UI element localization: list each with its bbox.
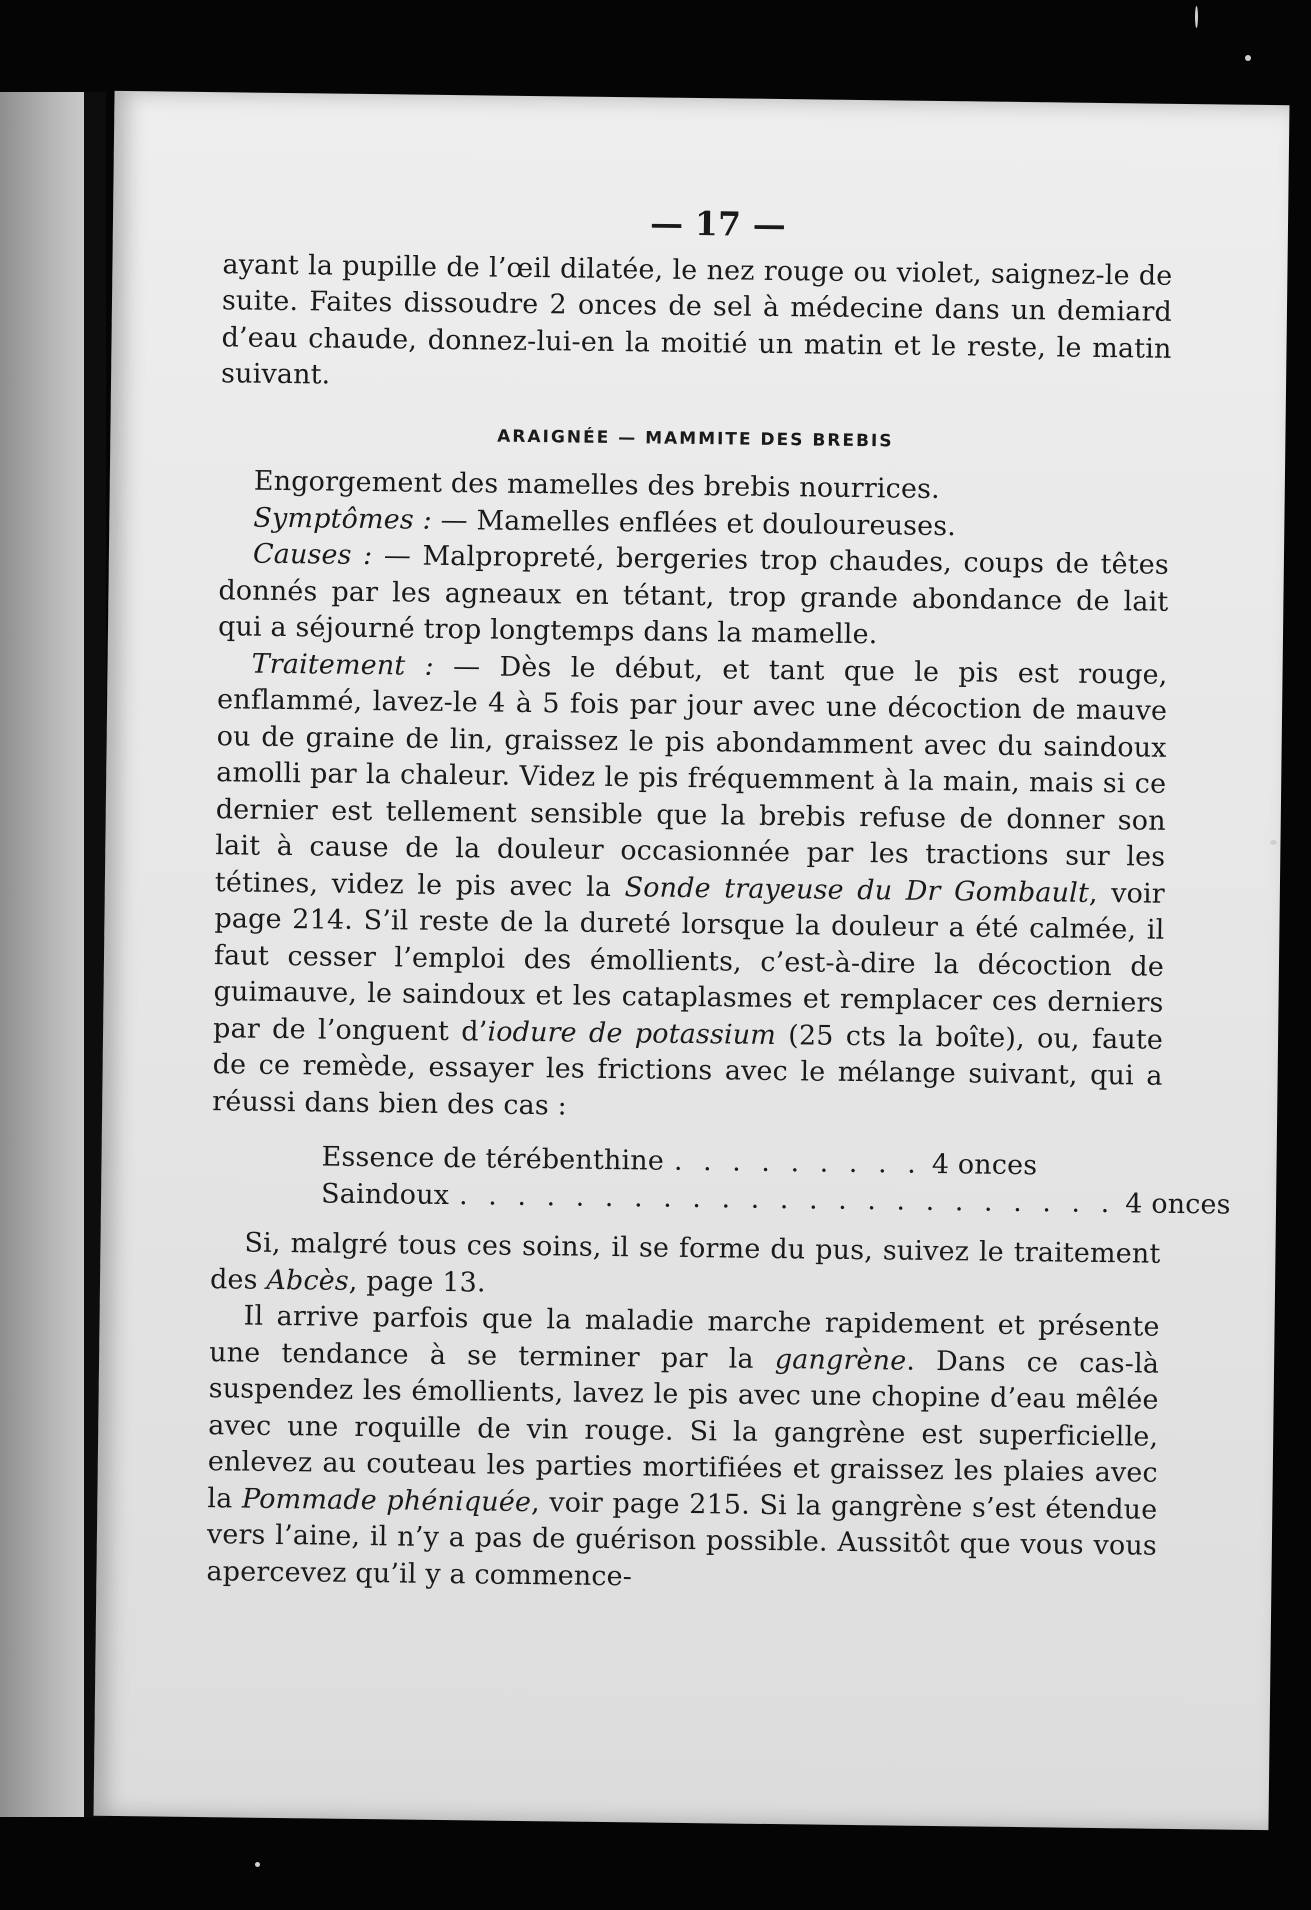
pus-text-1: Si, malgré tous ces soins, il se forme du pus, suivez le traitement des <box>209 1227 1161 1296</box>
definition-paragraph: Engorgement des mamelles des brebis nourrices. <box>253 465 940 505</box>
gangrene-text-3: , voir page 215. Si la gangrène s’est étendue vers l’aine, il n’y a pas de guérison possible. Aussitôt que vous vous apercevez qu’il y a commence- <box>206 1486 1158 1592</box>
recipe-leader-dots: . . . . . . . . . . . . . . . . . . . . . . . <box>458 1179 1116 1219</box>
recipe-quantity: 4 onces <box>931 1148 1038 1182</box>
recipe-leader-dots: . . . . . . . . . <box>673 1145 922 1180</box>
treatment-text-1: — Dès le début, et tant que le pis est rouge, enflammé, lavez-le 4 à 5 fois par jour avec une décoction de mauve ou de graine de lin, graissez le pis abondamment avec du saindoux amolli par la chaleur. Videz le pis fréquemment à la main, mais si ce dernier est tellement sensible que la brebis refuse de donner son lait à cause de la douleur occasionnée par les tractions sur les tétines, videz le pis avec la <box>214 650 1168 903</box>
film-speck <box>1195 6 1198 28</box>
section-title: ARAIGNÉE — MAMMITE DES BREBIS <box>497 426 894 451</box>
recipe-quantity: 4 onces <box>1125 1187 1231 1221</box>
abces-reference: Abcès <box>266 1264 350 1297</box>
iodure-reference: iodure de potassium <box>487 1016 777 1051</box>
treatment-label: Traitement : <box>251 648 435 682</box>
symptoms-text: — Mamelles enflées et douloureuses. <box>431 504 957 542</box>
causes-paragraph <box>218 536 1169 657</box>
film-speck <box>1245 55 1251 61</box>
recipe-ingredient: Essence de térébenthine <box>321 1141 665 1177</box>
page-text-block <box>206 200 1231 1602</box>
gangrene-term: gangrène <box>774 1343 907 1377</box>
treatment-text-2: , voir page 214. S’il reste de la dureté lorsque la douleur a été calmée, il faut cesser l’emploi des émollients, c’est-à-dire la décoction de guimauve, le saindoux et les cataplasmes et remplacer ces derniers par de l’onguent d’ <box>212 877 1166 1048</box>
treatment-paragraph <box>212 646 1168 1132</box>
recipe-row <box>320 1176 1231 1221</box>
page-number: — 17 — <box>649 203 787 245</box>
gangrene-text-2: . Dans ce cas-là suspendez les émollients, lavez le pis avec une chopine d’eau mêlée avec une roquille de vin rouge. Si la gangrène est superficielle, enlevez au couteau les parties mortifiées et graissez les plaies avec la <box>207 1345 1160 1515</box>
pus-text-2: , page 13. <box>348 1265 486 1299</box>
facing-page-edge <box>0 92 92 1817</box>
symptoms-label: Symptômes : <box>253 502 433 536</box>
sonde-reference: Sonde trayeuse du Dr Gombault <box>624 871 1090 909</box>
causes-label: Causes : <box>252 538 373 572</box>
film-speck <box>255 1862 260 1867</box>
treatment-text-3: (25 cts la boîte), ou, faute de ce remède, essayer les frictions avec le mélange suivant, qui a réussi dans bien des cas : <box>212 1019 1164 1121</box>
gangrene-text-1: Il arrive parfois que la maladie marche rapidement et présente une tendance à se terminer par la <box>208 1300 1160 1375</box>
pommade-reference: Pommade phéniquée <box>241 1483 532 1518</box>
pus-paragraph <box>210 1225 1161 1310</box>
recipe-list <box>320 1139 1231 1221</box>
gangrene-paragraph <box>206 1298 1159 1602</box>
recipe-ingredient: Saindoux <box>320 1177 450 1211</box>
causes-text: — Malpropreté, bergeries trop chaudes, coups de têtes donnés par les agneaux en tétant, trop grande abondance de lait qui a séjourné trop longtemps dans la mamelle. <box>217 540 1170 651</box>
intro-paragraph: ayant la pupille de l’œil dilatée, le nez rouge ou violet, saignez-le de suite. Faites dissoudre 2 onces de sel à médecine dans un demiard d’eau chaude, donnez-lui-en la moitié un matin et le reste, le matin suivant. <box>220 248 1173 391</box>
book-page <box>94 91 1290 1830</box>
film-speck <box>1270 840 1277 845</box>
